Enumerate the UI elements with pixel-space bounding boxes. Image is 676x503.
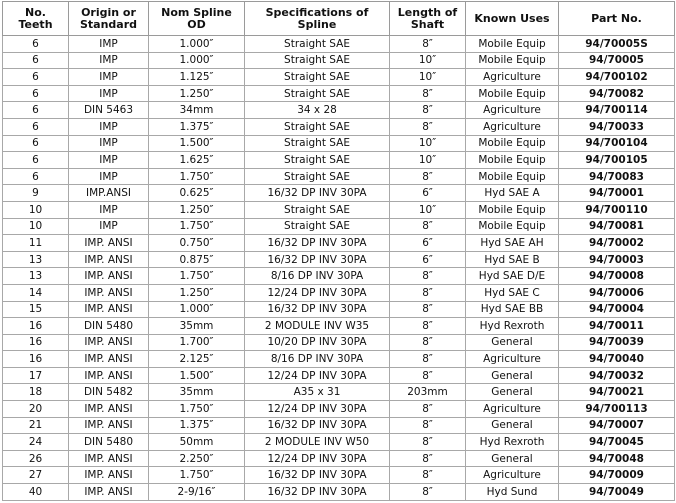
- cell-teeth: 6: [3, 135, 69, 152]
- cell-part-number: 94/70005: [559, 52, 675, 69]
- header-part: [559, 2, 675, 36]
- table-body: [3, 36, 675, 501]
- cell-teeth: 14: [3, 284, 69, 301]
- cell-length: 10″: [390, 69, 466, 86]
- cell-part-number: 94/70001: [559, 185, 675, 202]
- cell-uses: Mobile Equip: [466, 36, 559, 53]
- cell-spec: Straight SAE: [245, 52, 390, 69]
- cell-length: 8″: [390, 102, 466, 119]
- table-row: [3, 367, 675, 384]
- cell-uses: Hyd SAE B: [466, 251, 559, 268]
- cell-teeth: 13: [3, 268, 69, 285]
- cell-uses: Mobile Equip: [466, 218, 559, 235]
- cell-part-number: 94/70011: [559, 318, 675, 335]
- cell-od: 50mm: [149, 434, 245, 451]
- cell-origin: IMP: [69, 201, 149, 218]
- table-row: [3, 268, 675, 285]
- cell-uses: Mobile Equip: [466, 52, 559, 69]
- cell-uses: Mobile Equip: [466, 168, 559, 185]
- cell-length: 203mm: [390, 384, 466, 401]
- cell-teeth: 13: [3, 251, 69, 268]
- cell-part-number: 94/70007: [559, 417, 675, 434]
- table-row: [3, 484, 675, 501]
- spline-spec-table: [2, 1, 675, 501]
- cell-part-number: 94/70009: [559, 467, 675, 484]
- cell-origin: IMP. ANSI: [69, 450, 149, 467]
- cell-uses: Hyd SAE BB: [466, 301, 559, 318]
- cell-spec: 10/20 DP INV 30PA: [245, 334, 390, 351]
- cell-od: 1.750″: [149, 467, 245, 484]
- cell-origin: IMP: [69, 152, 149, 169]
- cell-uses: General: [466, 334, 559, 351]
- cell-od: 1.250″: [149, 201, 245, 218]
- cell-length: 8″: [390, 401, 466, 418]
- cell-spec: 16/32 DP INV 30PA: [245, 251, 390, 268]
- cell-spec: Straight SAE: [245, 168, 390, 185]
- cell-od: 0.750″: [149, 235, 245, 252]
- cell-origin: IMP: [69, 52, 149, 69]
- cell-teeth: 9: [3, 185, 69, 202]
- cell-uses: Mobile Equip: [466, 201, 559, 218]
- table-row: [3, 168, 675, 185]
- cell-origin: IMP. ANSI: [69, 351, 149, 368]
- cell-origin: IMP: [69, 168, 149, 185]
- cell-part-number: 94/70082: [559, 85, 675, 102]
- cell-od: 1.750″: [149, 268, 245, 285]
- table-row: [3, 251, 675, 268]
- header-teeth: [3, 2, 69, 36]
- cell-spec: 8/16 DP INV 30PA: [245, 351, 390, 368]
- cell-teeth: 16: [3, 351, 69, 368]
- cell-length: 8″: [390, 168, 466, 185]
- table-row: [3, 384, 675, 401]
- cell-part-number: 94/70002: [559, 235, 675, 252]
- table-row: [3, 135, 675, 152]
- cell-length: 6″: [390, 251, 466, 268]
- cell-od: 1.750″: [149, 168, 245, 185]
- cell-spec: 8/16 DP INV 30PA: [245, 268, 390, 285]
- cell-teeth: 16: [3, 334, 69, 351]
- cell-od: 0.625″: [149, 185, 245, 202]
- cell-od: 2.250″: [149, 450, 245, 467]
- table-row: [3, 235, 675, 252]
- cell-origin: IMP. ANSI: [69, 235, 149, 252]
- table-row: [3, 102, 675, 119]
- cell-od: 1.125″: [149, 69, 245, 86]
- cell-origin: IMP: [69, 135, 149, 152]
- cell-origin: IMP. ANSI: [69, 417, 149, 434]
- cell-length: 8″: [390, 36, 466, 53]
- cell-uses: Agriculture: [466, 401, 559, 418]
- cell-od: 1.000″: [149, 301, 245, 318]
- table-row: [3, 318, 675, 335]
- cell-od: 1.625″: [149, 152, 245, 169]
- cell-od: 35mm: [149, 384, 245, 401]
- cell-teeth: 6: [3, 168, 69, 185]
- cell-length: 10″: [390, 152, 466, 169]
- cell-spec: Straight SAE: [245, 135, 390, 152]
- cell-part-number: 94/700110: [559, 201, 675, 218]
- cell-length: 8″: [390, 301, 466, 318]
- cell-part-number: 94/70045: [559, 434, 675, 451]
- cell-origin: IMP: [69, 69, 149, 86]
- cell-length: 8″: [390, 450, 466, 467]
- cell-teeth: 17: [3, 367, 69, 384]
- cell-origin: IMP. ANSI: [69, 284, 149, 301]
- cell-origin: IMP: [69, 36, 149, 53]
- table-row: [3, 185, 675, 202]
- cell-spec: 16/32 DP INV 30PA: [245, 484, 390, 501]
- cell-length: 8″: [390, 118, 466, 135]
- table-row: [3, 52, 675, 69]
- table-row: [3, 118, 675, 135]
- cell-length: 10″: [390, 201, 466, 218]
- cell-od: 1.750″: [149, 401, 245, 418]
- header-od-label: Nom Spline OD: [161, 5, 232, 31]
- cell-length: 10″: [390, 52, 466, 69]
- cell-teeth: 16: [3, 318, 69, 335]
- cell-od: 0.875″: [149, 251, 245, 268]
- cell-teeth: 6: [3, 85, 69, 102]
- cell-od: 1.500″: [149, 135, 245, 152]
- table-row: [3, 351, 675, 368]
- cell-od: 1.700″: [149, 334, 245, 351]
- cell-teeth: 26: [3, 450, 69, 467]
- cell-uses: Mobile Equip: [466, 152, 559, 169]
- cell-uses: Mobile Equip: [466, 135, 559, 152]
- cell-length: 6″: [390, 185, 466, 202]
- cell-part-number: 94/70048: [559, 450, 675, 467]
- header-od: [149, 2, 245, 36]
- cell-uses: Agriculture: [466, 102, 559, 119]
- cell-origin: IMP. ANSI: [69, 484, 149, 501]
- cell-part-number: 94/70006: [559, 284, 675, 301]
- cell-spec: Straight SAE: [245, 36, 390, 53]
- table-row: [3, 201, 675, 218]
- cell-part-number: 94/70021: [559, 384, 675, 401]
- header-spec: [245, 2, 390, 36]
- cell-od: 2-9/16″: [149, 484, 245, 501]
- cell-part-number: 94/700105: [559, 152, 675, 169]
- cell-spec: 34 x 28: [245, 102, 390, 119]
- header-uses: [466, 2, 559, 36]
- cell-spec: 16/32 DP INV 30PA: [245, 235, 390, 252]
- cell-origin: IMP: [69, 85, 149, 102]
- cell-spec: Straight SAE: [245, 201, 390, 218]
- table-row: [3, 152, 675, 169]
- cell-length: 6″: [390, 235, 466, 252]
- cell-origin: IMP.ANSI: [69, 185, 149, 202]
- cell-spec: 12/24 DP INV 30PA: [245, 401, 390, 418]
- cell-part-number: 94/700102: [559, 69, 675, 86]
- cell-od: 1.375″: [149, 118, 245, 135]
- table-row: [3, 69, 675, 86]
- cell-origin: DIN 5480: [69, 434, 149, 451]
- cell-part-number: 94/70005S: [559, 36, 675, 53]
- table-row: [3, 434, 675, 451]
- cell-origin: IMP. ANSI: [69, 334, 149, 351]
- cell-part-number: 94/70004: [559, 301, 675, 318]
- cell-length: 10″: [390, 135, 466, 152]
- table-row: [3, 401, 675, 418]
- cell-part-number: 94/70003: [559, 251, 675, 268]
- cell-uses: Hyd SAE AH: [466, 235, 559, 252]
- cell-part-number: 94/70049: [559, 484, 675, 501]
- cell-length: 8″: [390, 484, 466, 501]
- cell-teeth: 40: [3, 484, 69, 501]
- cell-origin: IMP. ANSI: [69, 467, 149, 484]
- cell-spec: 16/32 DP INV 30PA: [245, 185, 390, 202]
- cell-part-number: 94/700114: [559, 102, 675, 119]
- cell-spec: 2 MODULE INV W35: [245, 318, 390, 335]
- table-row: [3, 417, 675, 434]
- cell-spec: Straight SAE: [245, 85, 390, 102]
- cell-od: 1.000″: [149, 36, 245, 53]
- cell-uses: General: [466, 384, 559, 401]
- cell-part-number: 94/70032: [559, 367, 675, 384]
- header-length: [390, 2, 466, 36]
- table-row: [3, 450, 675, 467]
- cell-od: 1.500″: [149, 367, 245, 384]
- cell-od: 2.125″: [149, 351, 245, 368]
- header-length-label: Length of Shaft: [397, 5, 458, 31]
- cell-teeth: 20: [3, 401, 69, 418]
- cell-od: 1.000″: [149, 52, 245, 69]
- cell-uses: General: [466, 417, 559, 434]
- cell-od: 1.750″: [149, 218, 245, 235]
- header-origin: [69, 2, 149, 36]
- cell-origin: IMP. ANSI: [69, 401, 149, 418]
- header-row: [3, 2, 675, 36]
- cell-teeth: 6: [3, 52, 69, 69]
- cell-teeth: 6: [3, 118, 69, 135]
- cell-origin: DIN 5480: [69, 318, 149, 335]
- cell-length: 8″: [390, 434, 466, 451]
- cell-length: 8″: [390, 334, 466, 351]
- cell-origin: IMP. ANSI: [69, 301, 149, 318]
- cell-spec: Straight SAE: [245, 118, 390, 135]
- cell-od: 35mm: [149, 318, 245, 335]
- cell-teeth: 27: [3, 467, 69, 484]
- cell-teeth: 10: [3, 218, 69, 235]
- cell-spec: 12/24 DP INV 30PA: [245, 367, 390, 384]
- cell-uses: Agriculture: [466, 69, 559, 86]
- cell-origin: DIN 5463: [69, 102, 149, 119]
- cell-teeth: 21: [3, 417, 69, 434]
- cell-part-number: 94/70040: [559, 351, 675, 368]
- header-uses-label: Known Uses: [474, 11, 550, 25]
- cell-part-number: 94/700113: [559, 401, 675, 418]
- cell-teeth: 15: [3, 301, 69, 318]
- cell-spec: Straight SAE: [245, 152, 390, 169]
- table-row: [3, 284, 675, 301]
- cell-length: 8″: [390, 467, 466, 484]
- header-part-label: Part No.: [591, 11, 642, 25]
- cell-spec: 16/32 DP INV 30PA: [245, 417, 390, 434]
- cell-origin: DIN 5482: [69, 384, 149, 401]
- cell-uses: General: [466, 450, 559, 467]
- cell-uses: Hyd Rexroth: [466, 434, 559, 451]
- cell-length: 8″: [390, 218, 466, 235]
- cell-origin: IMP. ANSI: [69, 367, 149, 384]
- cell-part-number: 94/70039: [559, 334, 675, 351]
- cell-origin: IMP: [69, 118, 149, 135]
- cell-uses: Hyd Rexroth: [466, 318, 559, 335]
- cell-teeth: 11: [3, 235, 69, 252]
- cell-od: 1.375″: [149, 417, 245, 434]
- table-row: [3, 218, 675, 235]
- cell-uses: Agriculture: [466, 118, 559, 135]
- header-spec-label: Specifications of Spline: [265, 5, 369, 31]
- cell-spec: 12/24 DP INV 30PA: [245, 450, 390, 467]
- cell-spec: Straight SAE: [245, 69, 390, 86]
- cell-uses: Hyd Sund: [466, 484, 559, 501]
- cell-teeth: 6: [3, 152, 69, 169]
- cell-spec: 16/32 DP INV 30PA: [245, 301, 390, 318]
- cell-length: 8″: [390, 367, 466, 384]
- cell-length: 8″: [390, 85, 466, 102]
- cell-origin: IMP: [69, 218, 149, 235]
- table-row: [3, 467, 675, 484]
- cell-length: 8″: [390, 351, 466, 368]
- cell-spec: 16/32 DP INV 30PA: [245, 467, 390, 484]
- cell-origin: IMP. ANSI: [69, 268, 149, 285]
- cell-uses: Hyd SAE C: [466, 284, 559, 301]
- cell-spec: A35 x 31: [245, 384, 390, 401]
- cell-part-number: 94/70081: [559, 218, 675, 235]
- cell-spec: Straight SAE: [245, 218, 390, 235]
- cell-length: 8″: [390, 268, 466, 285]
- table-row: [3, 334, 675, 351]
- table-row: [3, 85, 675, 102]
- cell-teeth: 6: [3, 102, 69, 119]
- cell-teeth: 6: [3, 69, 69, 86]
- cell-length: 8″: [390, 284, 466, 301]
- cell-part-number: 94/70033: [559, 118, 675, 135]
- cell-od: 34mm: [149, 102, 245, 119]
- cell-uses: Hyd SAE A: [466, 185, 559, 202]
- cell-teeth: 24: [3, 434, 69, 451]
- cell-uses: Agriculture: [466, 351, 559, 368]
- cell-uses: Hyd SAE D/E: [466, 268, 559, 285]
- cell-teeth: 10: [3, 201, 69, 218]
- cell-od: 1.250″: [149, 284, 245, 301]
- cell-origin: IMP. ANSI: [69, 251, 149, 268]
- cell-od: 1.250″: [149, 85, 245, 102]
- cell-uses: Mobile Equip: [466, 85, 559, 102]
- cell-teeth: 6: [3, 36, 69, 53]
- cell-uses: General: [466, 367, 559, 384]
- cell-spec: 2 MODULE INV W50: [245, 434, 390, 451]
- cell-spec: 12/24 DP INV 30PA: [245, 284, 390, 301]
- cell-length: 8″: [390, 417, 466, 434]
- cell-length: 8″: [390, 318, 466, 335]
- table-row: [3, 301, 675, 318]
- table-row: [3, 36, 675, 53]
- cell-uses: Agriculture: [466, 467, 559, 484]
- header-teeth-label: No. Teeth: [18, 5, 53, 31]
- cell-part-number: 94/700104: [559, 135, 675, 152]
- cell-teeth: 18: [3, 384, 69, 401]
- cell-part-number: 94/70008: [559, 268, 675, 285]
- header-origin-label: Origin or Standard: [79, 5, 138, 31]
- cell-part-number: 94/70083: [559, 168, 675, 185]
